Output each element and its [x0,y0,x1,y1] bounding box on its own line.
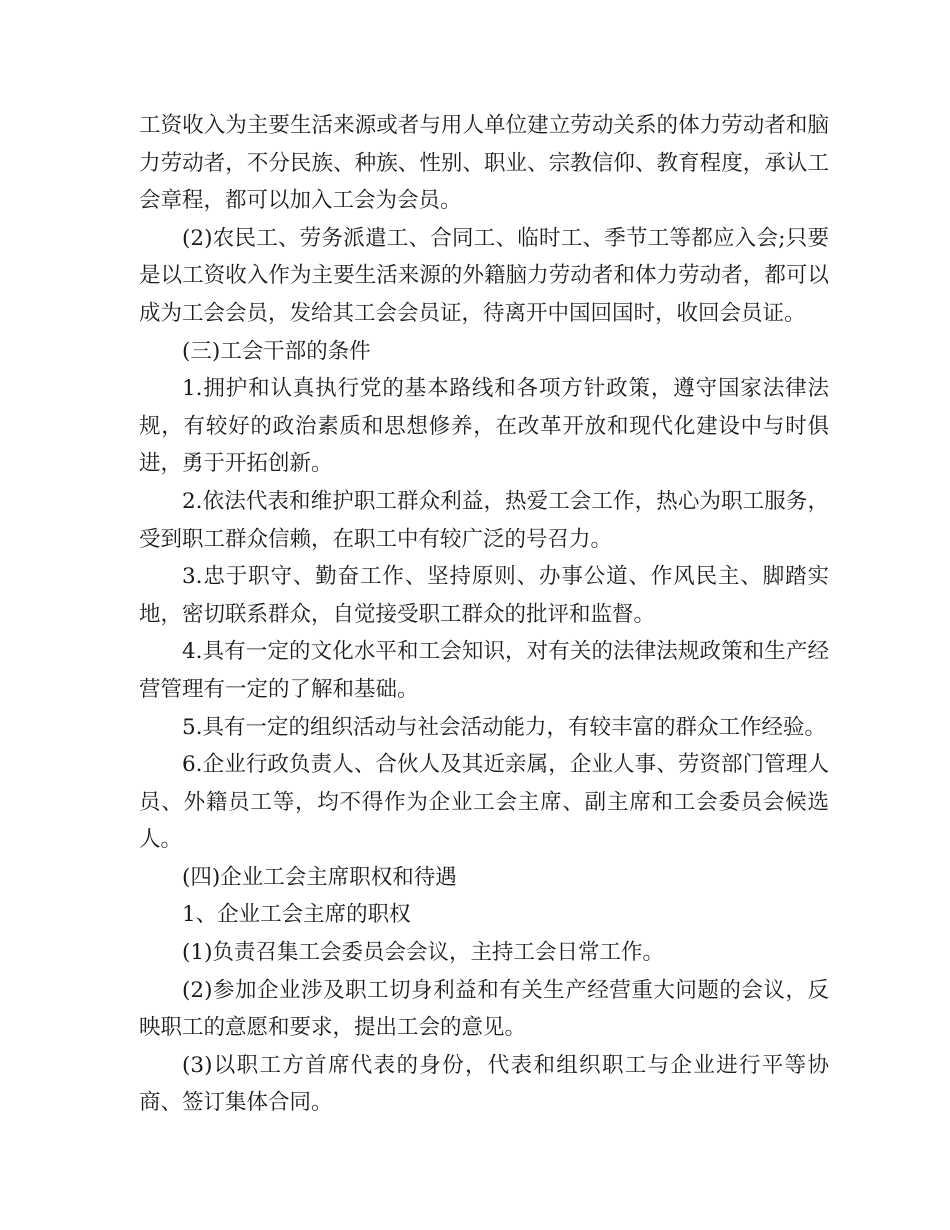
paragraph-item-2: (2)农民工、劳务派遣工、合同工、临时工、季节工等都应入会;只要是以工资收入作为主要生活来源的外籍脑力劳动者和体力劳动者，都可以成为工会会员，发给其工会会员证，待离开中国回国时，收回会员证。 [139,225,829,326]
condition-item-1: 1.拥护和认真执行党的基本路线和各项方针政策，遵守国家法律法规，有较好的政治素质和思想修养，在改革开放和现代化建设中与时俱进，勇于开拓创新。 [139,376,829,477]
subsection-heading-1: 1、企业工会主席的职权 [182,902,411,928]
condition-item-3: 3.忠于职守、勤奋工作、坚持原则、办事公道、作风民主、脚踏实地，密切联系群众，自觉接受职工群众的批评和监督。 [139,564,829,627]
condition-item-2: 2.依法代表和维护职工群众利益，热爱工会工作，热心为职工服务，受到职工群众信赖，在职工中有较广泛的号召力。 [139,488,829,552]
condition-item-5: 5.具有一定的组织活动与社会活动能力，有较丰富的群众工作经验。 [182,714,827,740]
authority-item-1: (1)负责召集工会委员会会议，主持工会日常工作。 [182,940,664,966]
condition-item-4: 4.具有一定的文化水平和工会知识，对有关的法律法规政策和生产经营管理有一定的了解和基础。 [139,639,829,702]
section-heading-4: (四)企业工会主席职权和待遇 [182,864,457,890]
condition-item-6: 6.企业行政负责人、合伙人及其近亲属，企业人事、劳资部门管理人员、外籍员工等，均不得作为企业工会主席、副主席和工会委员会候选人。 [139,752,829,853]
authority-item-3: (3)以职工方首席代表的身份，代表和组织职工与企业进行平等协商、签订集体合同。 [139,1052,829,1116]
authority-item-2: (2)参加企业涉及职工切身利益和有关生产经营重大问题的会议，反映职工的意愿和要求，提出工会的意见。 [139,977,829,1041]
document-body [139,107,829,1122]
paragraph-continued: 工资收入为主要生活来源或者与用人单位建立劳动关系的体力劳动者和脑力劳动者，不分民族、种族、性别、职业、宗教信仰、教育程度，承认工会章程，都可以加入工会为会员。 [139,113,829,214]
section-heading-3: (三)工会干部的条件 [182,338,371,364]
